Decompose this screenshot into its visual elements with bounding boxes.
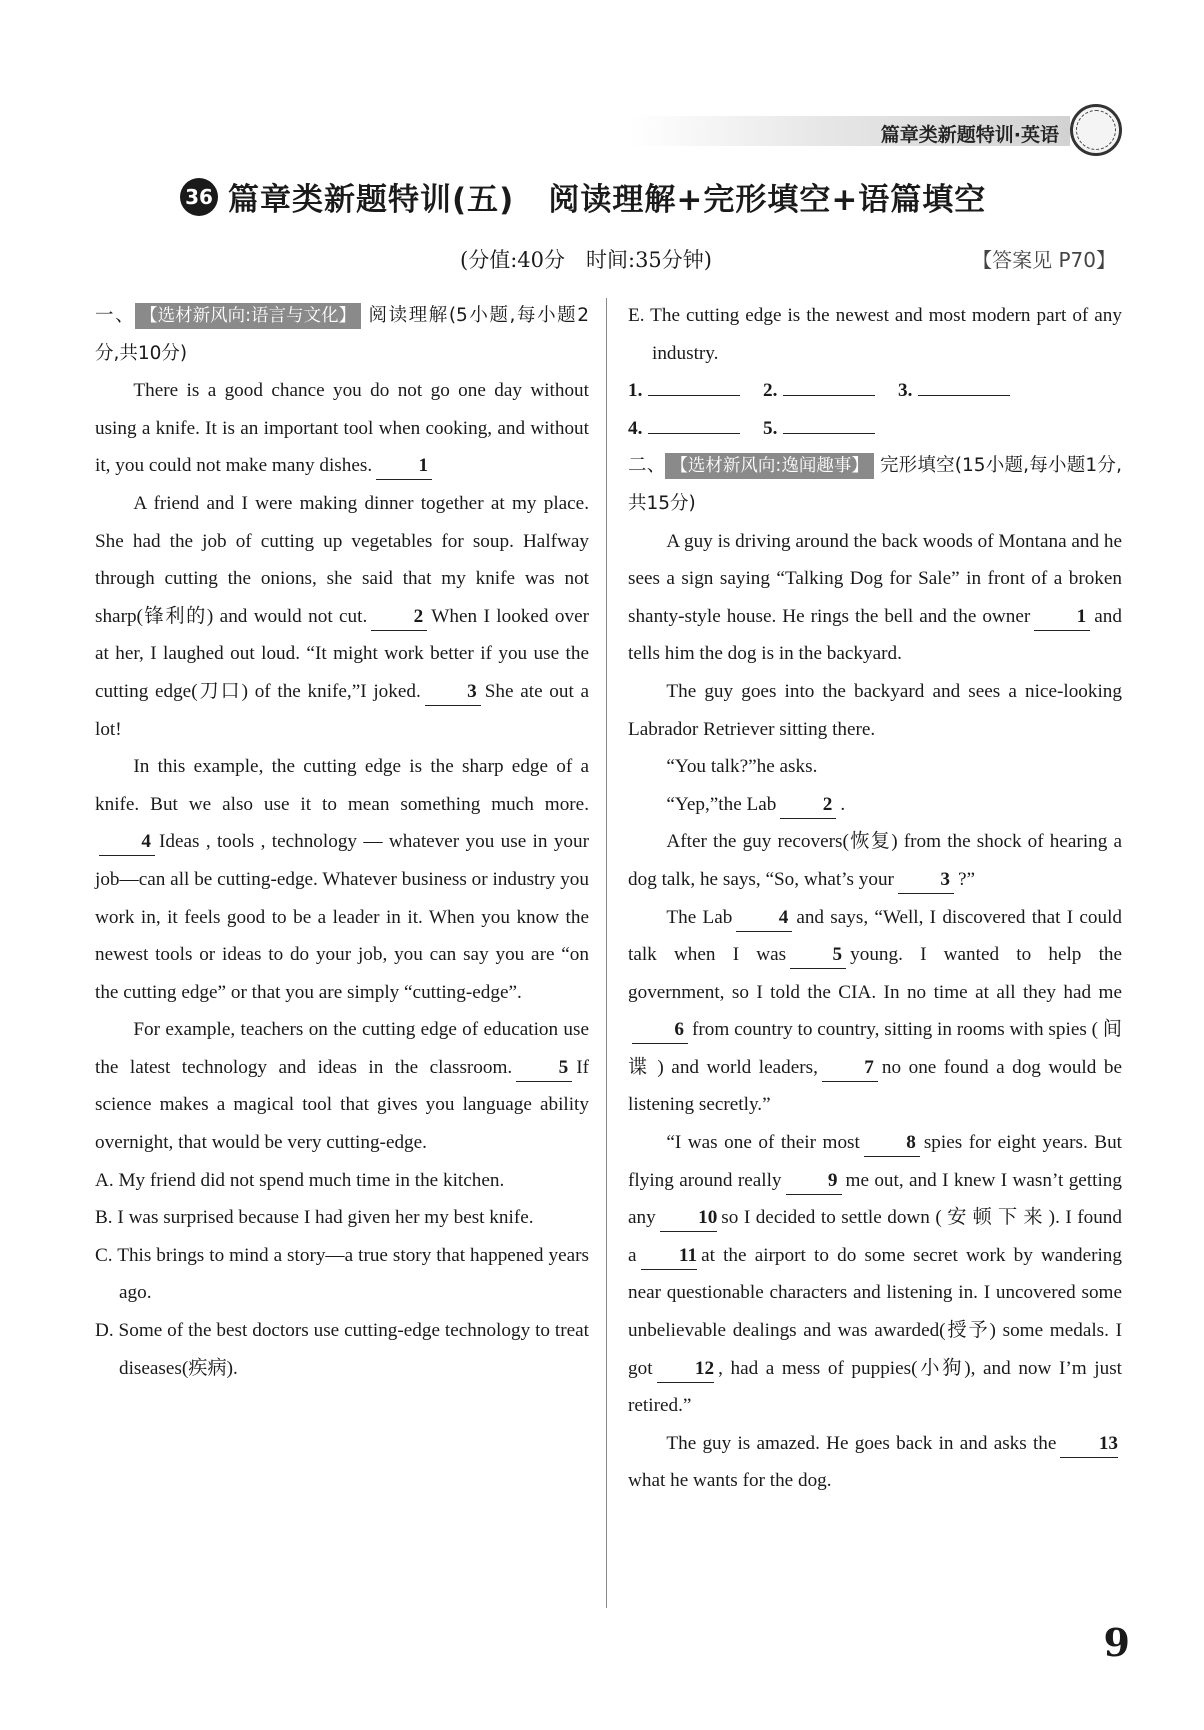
- reading-paragraph: There is a good chance you do not go one day without using a knife. It is an important tool when cooking, and without it, you could not make many dishes. 1: [95, 372, 589, 485]
- column-divider: [606, 298, 607, 1608]
- section2-heading: 二、 【选材新风向:逸闻趣事】 完形填空(15小题,每小题1分,共15分): [628, 455, 1122, 514]
- cloze-paragraph: “Yep,”the Lab 2 .: [628, 786, 1122, 824]
- section2-tag: 【选材新风向:逸闻趣事】: [665, 453, 873, 479]
- reading-paragraph: In this example, the cutting edge is the sharp edge of a knife. But we also use it to mean something much more.4 Ideas , tools , technology — whatever you use in your job—can all be cutting-edge. Whatever business or industry you work in, it feels good to be a leader in it. When you know the newest tools or ideas to do your job, you can say you are “on the cutting edge” or that you are simply “cutting-edge”.: [95, 756, 589, 1003]
- cloze-paragraph: The Lab 4 and says, “Well, I discovered that I could talk when I was 5 young. I wanted to help the government, so I told the CIA. In no time at all they had me6 from country to country, sitting in rooms with spies ( 间 谍 ) and world leaders, 7 no one found a dog would be listening secretly.”: [628, 906, 1123, 1116]
- publisher-seal-icon: [1070, 104, 1122, 156]
- section1-tag: 【选材新风向:语言与文化】: [135, 303, 361, 329]
- reading-blank[interactable]: 3: [425, 679, 481, 706]
- cloze-blank[interactable]: 8: [864, 1130, 920, 1157]
- left-column: [95, 297, 589, 1387]
- cloze-paragraph: A guy is driving around the back woods of Montana and he sees a sign saying “Talking Dog for Sale” in front of a broken shanty-style house. He rings the bell and the owner 1 and tells him the dog is in the backyard.: [628, 530, 1123, 665]
- reading-blank[interactable]: 1: [376, 453, 432, 480]
- cloze-blank[interactable]: 13: [1060, 1431, 1118, 1458]
- cloze-blank[interactable]: 4: [736, 905, 792, 932]
- cloze-paragraph: The guy is amazed. He goes back in and asks the 13what he wants for the dog.: [628, 1432, 1118, 1492]
- cloze-blank[interactable]: 2: [780, 792, 836, 819]
- title-main: 篇章类新题特训(五): [228, 182, 515, 218]
- cloze-blank[interactable]: 7: [822, 1055, 878, 1082]
- answer-line[interactable]: [783, 395, 875, 396]
- option-c: C. This brings to mind a story—a true story that happened years ago.: [95, 1244, 589, 1304]
- cloze-blank[interactable]: 10: [660, 1205, 718, 1232]
- cloze-blank[interactable]: 9: [786, 1168, 842, 1195]
- reading-paragraph: A friend and I were making dinner together at my place. She had the job of cutting up vegetables for soup. Halfway through cutting the onions, she said that my knife was not sharp(锋利的) and would not cut. 2 When I looked over at her, I laughed out loud. “It might work better if you use the cutting edge(刀口) of the knife,”I joked. 3 She ate out a lot!: [95, 492, 589, 740]
- answer-reference: 【答案见 P70】: [972, 248, 1116, 272]
- section1-heading: 一、 【选材新风向:语言与文化】 阅读理解(5小题,每小题2分,共10分): [95, 305, 589, 364]
- option-b: B. I was surprised because I had given her my best knife.: [95, 1207, 534, 1229]
- score-time: (分值:40分 时间:35分钟): [460, 248, 712, 272]
- right-column: [628, 297, 1122, 1500]
- cloze-blank[interactable]: 6: [632, 1017, 688, 1044]
- cloze-blank[interactable]: 1: [1034, 604, 1090, 631]
- cloze-blank[interactable]: 12: [657, 1356, 715, 1383]
- title-sub: 阅读理解+完形填空+语篇填空: [548, 182, 987, 218]
- cloze-blank[interactable]: 5: [790, 942, 846, 969]
- cloze-blank[interactable]: 11: [641, 1243, 698, 1270]
- answer-line[interactable]: [648, 433, 740, 434]
- cloze-paragraph: “You talk?”he asks.: [666, 756, 818, 778]
- reading-blank[interactable]: 2: [371, 604, 427, 631]
- cloze-paragraph: After the guy recovers(恢复) from the shock of hearing a dog talk, he says, “So, what’s your 3 ?”: [628, 823, 1122, 898]
- page-number: 9: [1103, 1620, 1130, 1665]
- answer-row: 4. 5.: [628, 410, 1122, 448]
- reading-blank[interactable]: 4: [99, 829, 155, 856]
- answer-line[interactable]: [783, 433, 875, 434]
- cloze-paragraph: The guy goes into the backyard and sees a nice-looking Labrador Retriever sitting there.: [628, 680, 1122, 740]
- option-a: A. My friend did not spend much time in the kitchen.: [95, 1169, 505, 1191]
- option-e: E. The cutting edge is the newest and most modern part of any industry.: [628, 305, 1122, 364]
- reading-paragraph: For example, teachers on the cutting edge of education use the latest technology and ideas in the classroom. 5 If science makes a magical tool that gives you language ability overnight, that would be very cutting-edge.: [95, 1019, 589, 1154]
- answer-row: 1. 2. 3.: [628, 372, 1122, 410]
- cloze-paragraph: “I was one of their most 8 spies for eight years. But flying around really 9 me out, and I knew I wasn’t getting any 10 so I decided to settle down ( 安 顿 下 来 ). I found a 11 at the airport to do some secret work by wandering near questionable characters and listening in. I uncovered some unbelievable dealings and was awarded(授予) some medals. I got 12 , had a mess of puppies(小狗), and now I’m just retired.”: [628, 1132, 1122, 1417]
- answer-line[interactable]: [648, 395, 740, 396]
- option-d: D. Some of the best doctors use cutting-edge technology to treat diseases(疾病).: [95, 1320, 589, 1379]
- page-title: [180, 174, 1060, 219]
- answer-line[interactable]: [918, 395, 1010, 396]
- unit-number-badge: 36: [180, 178, 218, 216]
- reading-blank[interactable]: 5: [516, 1055, 572, 1082]
- cloze-blank[interactable]: 3: [898, 867, 954, 894]
- header-title: 篇章类新题特训·英语: [880, 124, 1059, 146]
